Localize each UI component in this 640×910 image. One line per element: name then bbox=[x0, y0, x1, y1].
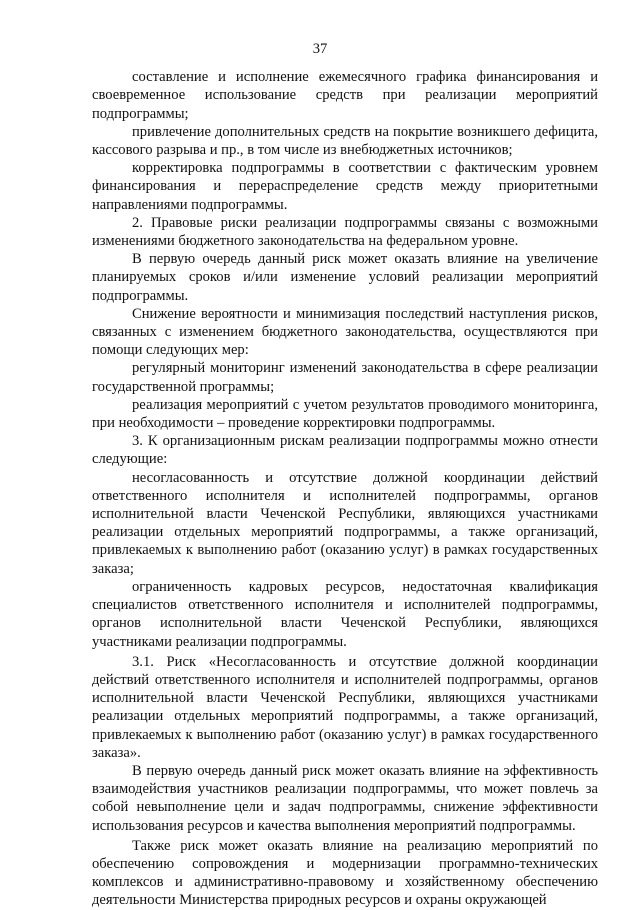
paragraph-13: В первую очередь данный риск может оказать влияние на эффективность взаимодействия участников реализации подпрограммы, что может повлечь за собой невыполнение цели и задач подпрограммы, снижение эффективности использования ресурсов и качества выполнения мероприятий подпрограммы. bbox=[92, 762, 598, 834]
page-number: 37 bbox=[312, 41, 328, 57]
paragraph-5: В первую очередь данный риск может оказать влияние на увеличение планируемых сроков и/или изменение условий реализации мероприятий подпрограммы. bbox=[92, 251, 598, 304]
paragraph-10: несогласованность и отсутствие должной координации действий ответственного исполнителя и исполнителей подпрограммы, органов исполнительной власти Чеченской Республики, являющихся участниками реализации отдельных мероприятий подпрограммы, а также организаций, привлекаемых к выполнению работ (оказанию услуг) в рамках государственных заказа; bbox=[92, 469, 598, 577]
paragraph-9: 3. К организационным рискам реализации подпрограммы можно отнести следующие: bbox=[92, 433, 598, 468]
paragraph-6: Снижение вероятности и минимизация последствий наступления рисков, связанных с изменением бюджетного законодательства, осуществляются при помощи следующих мер: bbox=[92, 305, 598, 359]
paragraph-4: 2. Правовые риски реализации подпрограммы связаны с возможными изменениями бюджетного законодательства на федеральном уровне. bbox=[92, 214, 598, 250]
paragraph-12: 3.1. Риск «Несогласованность и отсутствие должной координации действий ответственного исполнителя и исполнителей подпрограммы, органов исполнительной власти Чеченской Республики, являющихся участниками реализации отдельных мероприятий подпрограммы, а также организаций, привлекаемых к выполнению работ (оказанию услуг) в рамках государственного заказа». bbox=[92, 653, 598, 761]
paragraph-2: привлечение дополнительных средств на покрытие возникшего дефицита, кассового разрыва и пр., в том числе из внебюджетных источников; bbox=[92, 123, 598, 159]
paragraph-3: корректировка подпрограммы в соответствии с фактическим уровнем финансирования и перераспределение средств между приоритетными направлениями подпрограммы. bbox=[92, 160, 598, 213]
paragraph-11: ограниченность кадровых ресурсов, недостаточная квалификация специалистов ответственного исполнителя и исполнителей подпрограммы, органов исполнительной власти Чеченской Республики, являющихся участниками реализации подпрограммы. bbox=[92, 578, 598, 650]
paragraph-1: составление и исполнение ежемесячного графика финансирования и своевременное использование средств при реализации мероприятий подпрограммы; bbox=[92, 69, 598, 122]
paragraph-14: Также риск может оказать влияние на реализацию мероприятий по обеспечению сопровождения и модернизации программно-технических комплексов и административно-правовому и хозяйственному обеспечению деятельности Министерства природных ресурсов и охраны окружающей bbox=[92, 837, 598, 909]
paragraph-7: регулярный мониторинг изменений законодательства в сфере реализации государственной программы; bbox=[92, 360, 598, 395]
paragraph-8: реализация мероприятий с учетом результатов проводимого мониторинга, при необходимости – проведение корректировки подпрограммы. bbox=[92, 396, 598, 432]
